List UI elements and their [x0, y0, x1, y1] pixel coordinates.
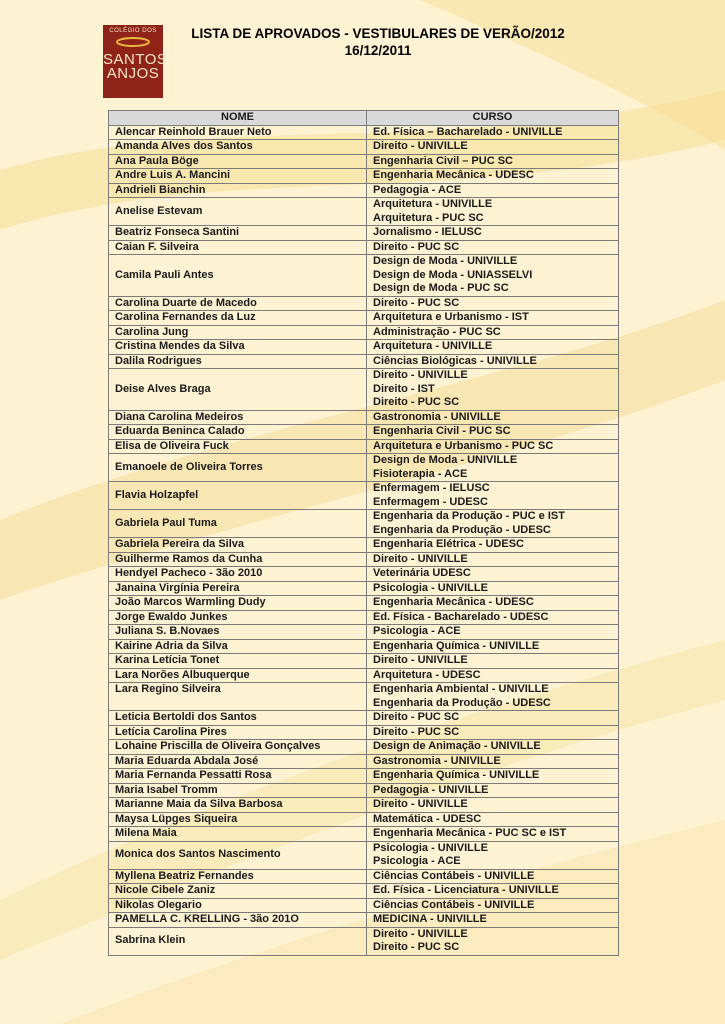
- table-row: [109, 798, 619, 813]
- student-name: Elisa de Oliveira Fuck: [109, 439, 367, 454]
- table-row: [109, 711, 619, 726]
- course-entry: Psicologia - ACE: [373, 625, 461, 637]
- table-row: [109, 725, 619, 740]
- table-row: [109, 754, 619, 769]
- course-entry: Gastronomia - UNIVILLE: [373, 754, 501, 767]
- student-name: Sabrina Klein: [109, 927, 367, 955]
- table-row: [109, 140, 619, 155]
- table-row: [109, 567, 619, 582]
- student-name: Ana Paula Böge: [109, 154, 367, 169]
- course-cell: [367, 610, 619, 625]
- course-cell: [367, 140, 619, 155]
- course-entry: Arquitetura - PUC SC: [373, 211, 484, 224]
- course-cell: [367, 154, 619, 169]
- document-header: [166, 25, 590, 59]
- student-name: Andrieli Bianchin: [109, 183, 367, 198]
- student-name: Deise Alves Braga: [109, 369, 367, 411]
- table-row: [109, 510, 619, 538]
- student-name: Monica dos Santos Nascimento: [109, 841, 367, 869]
- course-cell: [367, 654, 619, 669]
- course-cell: [367, 567, 619, 582]
- course-cell: [367, 510, 619, 538]
- course-entry: Veterinária UDESC: [373, 567, 471, 579]
- course-cell: [367, 325, 619, 340]
- course-entry: Direito - PUC SC: [373, 725, 460, 738]
- table-row: [109, 369, 619, 411]
- table-row: [109, 240, 619, 255]
- student-name: Maria Isabel Tromm: [109, 783, 367, 798]
- student-name: Caian F. Silveira: [109, 240, 367, 255]
- course-entry: Enfermagem - UDESC: [373, 495, 488, 508]
- course-entry: Psicologia - UNIVILLE: [373, 581, 488, 594]
- student-name: Karina Letícia Tonet: [109, 654, 367, 669]
- course-cell: [367, 425, 619, 440]
- course-entry: Ciências Biológicas - UNIVILLE: [373, 354, 537, 367]
- course-entry: Fisioterapia - ACE: [373, 467, 468, 480]
- table-row: [109, 654, 619, 669]
- table-row: [109, 927, 619, 955]
- student-name: Leticia Bertoldi dos Santos: [109, 711, 367, 726]
- table-row: [109, 913, 619, 928]
- student-name: Anelise Estevam: [109, 198, 367, 226]
- student-name: Marianne Maia da Silva Barbosa: [109, 798, 367, 813]
- table-row: [109, 169, 619, 184]
- course-entry: Direito - PUC SC: [373, 941, 460, 953]
- student-name: Janaina Virgínia Pereira: [109, 581, 367, 596]
- student-name: Letícia Carolina Pires: [109, 725, 367, 740]
- student-name: Gabriela Paul Tuma: [109, 510, 367, 538]
- course-entry: Direito - PUC SC: [373, 296, 460, 309]
- course-cell: [367, 668, 619, 683]
- table-row: [109, 869, 619, 884]
- course-entry: Arquitetura e Urbanismo - IST: [373, 311, 529, 323]
- course-cell: [367, 711, 619, 726]
- student-name: Emanoele de Oliveira Torres: [109, 454, 367, 482]
- table-row: [109, 668, 619, 683]
- student-name: Guilherme Ramos da Cunha: [109, 552, 367, 567]
- student-name: Eduarda Beninca Calado: [109, 425, 367, 440]
- student-name: Maria Fernanda Pessatti Rosa: [109, 769, 367, 784]
- course-cell: [367, 410, 619, 425]
- course-cell: [367, 454, 619, 482]
- table-row: [109, 783, 619, 798]
- course-cell: [367, 255, 619, 297]
- table-row: [109, 439, 619, 454]
- table-row: [109, 769, 619, 784]
- course-entry: Psicologia - UNIVILLE: [373, 841, 488, 854]
- course-entry: Design de Moda - UNIASSELVI: [373, 268, 533, 281]
- course-entry: Direito - UNIVILLE: [373, 140, 468, 152]
- student-name: Amanda Alves dos Santos: [109, 140, 367, 155]
- course-cell: [367, 296, 619, 311]
- table-row: [109, 296, 619, 311]
- student-name: Cristina Mendes da Silva: [109, 340, 367, 355]
- course-cell: [367, 482, 619, 510]
- table-row: [109, 841, 619, 869]
- course-entry: Engenharia Mecânica - UDESC: [373, 596, 534, 608]
- student-name: Beatriz Fonseca Santini: [109, 226, 367, 241]
- table-row: [109, 325, 619, 340]
- course-entry: Gastronomia - UNIVILLE: [373, 410, 501, 423]
- course-entry: Direito - UNIVILLE: [373, 552, 468, 565]
- course-entry: Engenharia Ambiental - UNIVILLE: [373, 683, 549, 695]
- student-name: Jorge Ewaldo Junkes: [109, 610, 367, 625]
- course-cell: [367, 639, 619, 654]
- course-entry: Engenharia da Produção - UDESC: [373, 696, 551, 709]
- course-cell: [367, 439, 619, 454]
- course-entry: Design de Animação - UNIVILLE: [373, 740, 541, 752]
- student-name: Carolina Jung: [109, 325, 367, 340]
- table-row: [109, 898, 619, 913]
- course-entry: Direito - UNIVILLE: [373, 927, 468, 940]
- course-cell: [367, 783, 619, 798]
- student-name: Carolina Fernandes da Luz: [109, 311, 367, 326]
- table-row: [109, 625, 619, 640]
- table-row: [109, 410, 619, 425]
- table-row: [109, 125, 619, 140]
- table-row: [109, 884, 619, 899]
- halo-icon: [113, 36, 153, 48]
- course-cell: [367, 884, 619, 899]
- course-cell: [367, 812, 619, 827]
- course-cell: [367, 240, 619, 255]
- student-name: Lohaine Priscilla de Oliveira Gonçalves: [109, 740, 367, 755]
- course-entry: Design de Moda - PUC SC: [373, 282, 509, 294]
- course-cell: [367, 596, 619, 611]
- course-entry: Direito - IST: [373, 382, 435, 395]
- student-name: Nicole Cibele Zaniz: [109, 884, 367, 899]
- table-row: [109, 538, 619, 553]
- course-entry: Design de Moda - UNIVILLE: [373, 255, 518, 267]
- school-logo: [103, 25, 168, 98]
- table-row: [109, 596, 619, 611]
- course-entry: Engenharia da Produção - UDESC: [373, 523, 551, 536]
- course-entry: Direito - PUC SC: [373, 396, 460, 408]
- student-name: João Marcos Warmling Dudy: [109, 596, 367, 611]
- table-row: [109, 454, 619, 482]
- course-cell: [367, 169, 619, 184]
- course-cell: [367, 841, 619, 869]
- course-entry: Ed. Física - Bacharelado - UDESC: [373, 610, 549, 623]
- table-row: [109, 482, 619, 510]
- course-cell: [367, 552, 619, 567]
- course-entry: Pedagogia - UNIVILLE: [373, 783, 489, 796]
- course-cell: [367, 198, 619, 226]
- course-entry: Arquitetura - UNIVILLE: [373, 198, 493, 210]
- table-row: [109, 552, 619, 567]
- course-entry: Ed. Física – Bacharelado - UNIVILLE: [373, 125, 563, 138]
- logo-line-1: COLÉGIO DOS: [109, 28, 157, 34]
- course-entry: Engenharia Elétrica - UDESC: [373, 538, 524, 550]
- logo-line-3: ANJOS: [106, 65, 160, 82]
- course-entry: Engenharia Mecânica - PUC SC e IST: [373, 827, 567, 839]
- course-entry: Ciências Contábeis - UNIVILLE: [373, 898, 535, 911]
- course-cell: [367, 898, 619, 913]
- course-cell: [367, 683, 619, 711]
- column-header-name: NOME: [109, 111, 367, 126]
- course-entry: Direito - PUC SC: [373, 711, 460, 723]
- student-name: PAMELLA C. KRELLING - 3ão 201O: [109, 913, 367, 928]
- table-row: [109, 425, 619, 440]
- course-entry: Engenharia Química - UNIVILLE: [373, 639, 540, 652]
- course-entry: Arquitetura - UNIVILLE: [373, 340, 493, 352]
- course-cell: [367, 725, 619, 740]
- course-cell: [367, 226, 619, 241]
- student-name: Alencar Reinhold Brauer Neto: [109, 125, 367, 140]
- student-name: Camila Pauli Antes: [109, 255, 367, 297]
- student-name: Lara Norões Albuquerque: [109, 668, 367, 683]
- course-entry: Administração - PUC SC: [373, 325, 501, 338]
- course-cell: [367, 798, 619, 813]
- course-entry: Direito - UNIVILLE: [373, 798, 468, 810]
- course-entry: Enfermagem - IELUSC: [373, 482, 490, 494]
- student-name: Andre Luis A. Mancini: [109, 169, 367, 184]
- course-entry: MEDICINA - UNIVILLE: [373, 913, 487, 925]
- course-entry: Engenharia Civil - PUC SC: [373, 425, 511, 437]
- course-entry: Engenharia Mecânica - UDESC: [373, 169, 534, 181]
- student-name: Gabriela Pereira da Silva: [109, 538, 367, 553]
- student-name: Milena Maia: [109, 827, 367, 842]
- course-entry: Matemática - UDESC: [373, 812, 482, 825]
- course-cell: [367, 927, 619, 955]
- student-name: Kairine Adria da Silva: [109, 639, 367, 654]
- course-cell: [367, 827, 619, 842]
- table-row: [109, 354, 619, 369]
- table-row: [109, 340, 619, 355]
- table-row: [109, 610, 619, 625]
- student-name: Nikolas Olegario: [109, 898, 367, 913]
- course-entry: Direito - UNIVILLE: [373, 654, 468, 666]
- course-cell: [367, 354, 619, 369]
- course-entry: Direito - UNIVILLE: [373, 369, 468, 381]
- logo-line-2: SANTOS: [103, 51, 168, 68]
- student-name: Dalila Rodrigues: [109, 354, 367, 369]
- course-entry: Engenharia Química - UNIVILLE: [373, 769, 540, 781]
- course-cell: [367, 581, 619, 596]
- course-cell: [367, 625, 619, 640]
- student-name: Hendyel Pacheco - 3ão 2010: [109, 567, 367, 582]
- table-row: [109, 683, 619, 711]
- course-entry: Engenharia da Produção - PUC e IST: [373, 510, 565, 522]
- student-name: Flavia Holzapfel: [109, 482, 367, 510]
- course-cell: [367, 311, 619, 326]
- course-entry: Jornalismo - IELUSC: [373, 226, 482, 238]
- student-name: Maria Eduarda Abdala José: [109, 754, 367, 769]
- course-cell: [367, 183, 619, 198]
- table-row: [109, 255, 619, 297]
- student-name: Lara Regino Silveira: [109, 683, 367, 711]
- course-cell: [367, 125, 619, 140]
- table-body: [109, 125, 619, 955]
- course-entry: Engenharia Civil – PUC SC: [373, 154, 513, 167]
- course-cell: [367, 340, 619, 355]
- table-row: [109, 581, 619, 596]
- table-row: [109, 740, 619, 755]
- course-cell: [367, 538, 619, 553]
- course-entry: Psicologia - ACE: [373, 855, 461, 867]
- table-row: [109, 183, 619, 198]
- course-entry: Ciências Contábeis - UNIVILLE: [373, 869, 535, 882]
- course-entry: Arquitetura - UDESC: [373, 668, 481, 681]
- page-title: LISTA DE APROVADOS - VESTIBULARES DE VERÃO/2012: [191, 26, 565, 41]
- course-cell: [367, 740, 619, 755]
- table-row: [109, 827, 619, 842]
- approved-list-table: [108, 110, 619, 956]
- table-row: [109, 311, 619, 326]
- student-name: Juliana S. B.Novaes: [109, 625, 367, 640]
- column-header-course: CURSO: [367, 111, 619, 126]
- course-cell: [367, 769, 619, 784]
- course-cell: [367, 754, 619, 769]
- table-row: [109, 226, 619, 241]
- page-date: 16/12/2011: [344, 43, 412, 58]
- student-name: Diana Carolina Medeiros: [109, 410, 367, 425]
- course-cell: [367, 369, 619, 411]
- course-entry: Direito - PUC SC: [373, 240, 460, 253]
- table-row: [109, 812, 619, 827]
- course-entry: Design de Moda - UNIVILLE: [373, 454, 518, 466]
- student-name: Myllena Beatriz Fernandes: [109, 869, 367, 884]
- table-row: [109, 154, 619, 169]
- table-row: [109, 639, 619, 654]
- course-cell: [367, 869, 619, 884]
- table-header-row: [109, 111, 619, 126]
- student-name: Carolina Duarte de Macedo: [109, 296, 367, 311]
- student-name: Maysa Lüpges Siqueira: [109, 812, 367, 827]
- course-entry: Ed. Física - Licenciatura - UNIVILLE: [373, 884, 559, 896]
- course-cell: [367, 913, 619, 928]
- course-entry: Arquitetura e Urbanismo - PUC SC: [373, 439, 554, 452]
- course-entry: Pedagogia - ACE: [373, 183, 462, 196]
- table-row: [109, 198, 619, 226]
